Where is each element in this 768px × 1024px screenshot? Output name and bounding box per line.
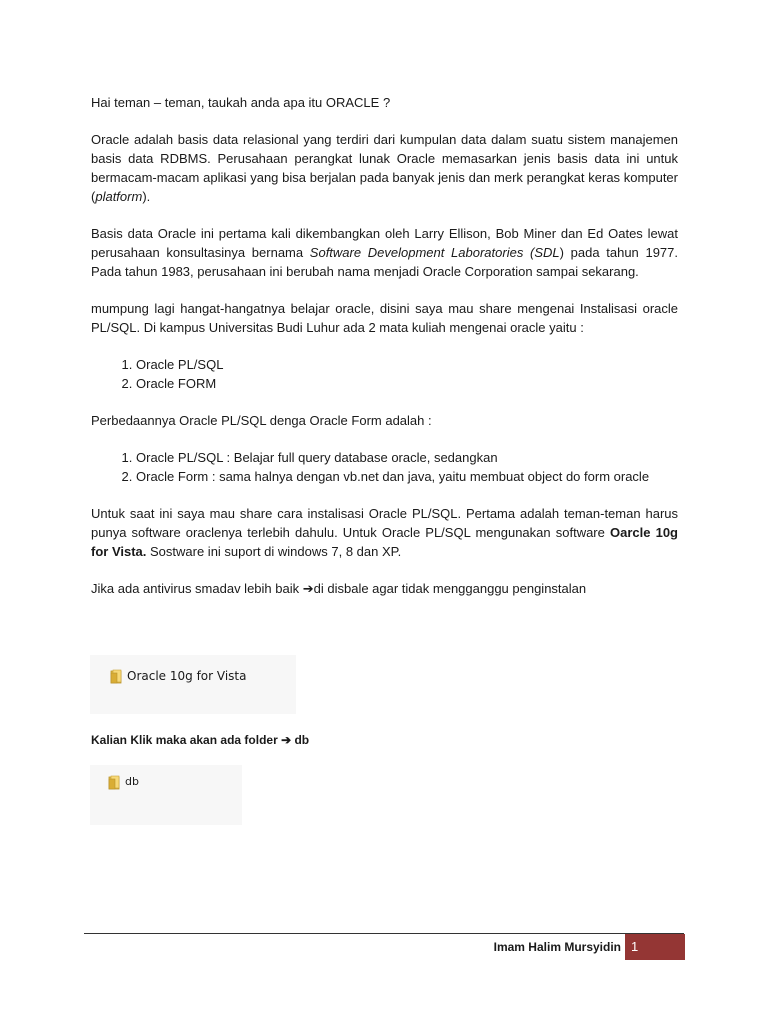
list-item: 2. Oracle FORM — [136, 374, 678, 393]
folder-label: db — [125, 775, 139, 788]
folder-caption — [91, 733, 309, 747]
folder-icon — [109, 669, 123, 684]
folder-screenshot-oracle — [90, 655, 296, 714]
text-run: Kalian Klik maka akan ada folder — [91, 733, 282, 747]
text-run: Oracle adalah basis data relasional yang terdiri dari kumpulan data dalam suatu sistem manajemen basis data RDBMS. Perusahaan perangkat lunak Oracle memasarkan jenis basis data ini untuk bermacam-macam aplikasi yang bisa berjalan pada banyak jenis dan merk perangkat keras komputer ( — [91, 132, 678, 204]
oracle-definition-paragraph — [91, 130, 678, 206]
folder-label: Oracle 10g for Vista — [127, 669, 247, 683]
intro-installation-paragraph: mumpung lagi hangat-hangatnya belajar oracle, disini saya mau share mengenai Instalisasi oracle PL/SQL. Di kampus Universitas Budi Luhur ada 2 mata kuliah mengenai oracle yaitu : — [91, 301, 678, 335]
document-body — [91, 93, 678, 616]
arrow-icon: ➔ — [302, 581, 314, 596]
software-paragraph — [91, 504, 678, 561]
list-item: 2. Oracle Form : sama halnya dengan vb.net dan java, yaitu membuat object do form oracle — [136, 467, 678, 486]
text-run: ) pada tahun 1977. Pada tahun 1983, perusahaan ini berubah nama menjadi Oracle Corporation sampai sekarang. — [91, 245, 678, 279]
folder-icon — [107, 775, 121, 790]
platform-italic: platform — [95, 189, 143, 204]
text-run: di disbale agar tidak mengganggu penginstalan — [313, 581, 587, 596]
list-item: 1. Oracle PL/SQL : Belajar full query database oracle, sedangkan — [136, 448, 678, 467]
text-run: db — [291, 733, 310, 747]
text-run: Untuk saat ini saya mau share cara instalisasi Oracle PL/SQL. Pertama adalah teman-teman harus punya software oraclenya terlebih dahulu. Untuk Oracle PL/SQL mengunakan software — [91, 506, 678, 540]
arrow-icon: ➔ — [281, 733, 292, 747]
software-name-bold: Oarcle 10g for Vista. — [91, 525, 678, 559]
footer-divider — [84, 933, 684, 934]
antivirus-paragraph — [91, 579, 678, 598]
difference-heading: Perbedaannya Oracle PL/SQL denga Oracle Form adalah : — [91, 413, 432, 428]
footer-author: Imam Halim Mursyidin — [493, 940, 621, 954]
difference-list — [91, 448, 678, 486]
folder-screenshot-db — [90, 765, 242, 825]
oracle-history-paragraph — [91, 224, 678, 281]
sdl-italic: Software Development Laboratories (SDL — [309, 245, 560, 260]
text-run: Basis data Oracle ini pertama kali dikembangkan oleh Larry Ellison, Bob Miner dan Ed Oates lewat perusahaan konsultasinya bernama — [91, 226, 678, 260]
text-run: Sostware ini suport di windows 7, 8 dan XP. — [146, 544, 402, 559]
course-list — [91, 355, 678, 393]
list-item: 1. Oracle PL/SQL — [136, 355, 678, 374]
text-run: Jika ada antivirus smadav lebih baik — [91, 581, 303, 596]
intro-paragraph: Hai teman – teman, taukah anda apa itu ORACLE ? — [91, 95, 391, 110]
text-run: ). — [142, 189, 151, 204]
page-number: 1 — [625, 934, 685, 960]
